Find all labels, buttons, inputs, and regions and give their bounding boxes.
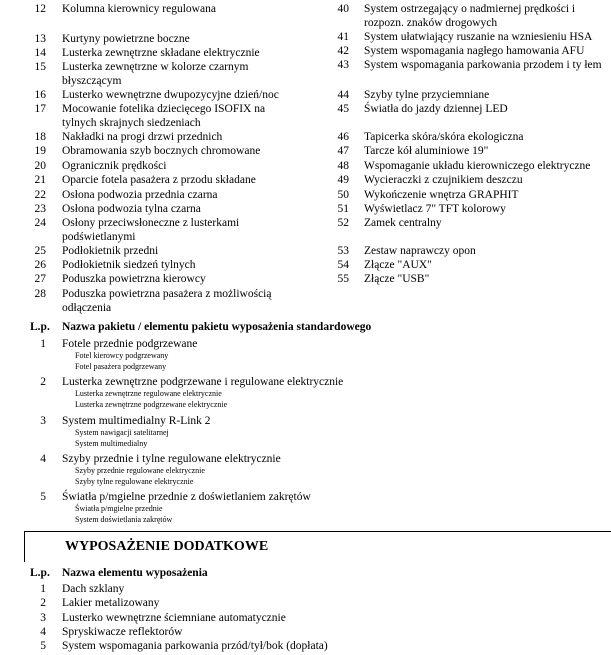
item-number: 22 xyxy=(34,189,46,201)
item-label: Szyby tylne przyciemniane xyxy=(364,89,490,101)
package-subitem: Szyby przednie regulowane elektrycznie xyxy=(75,466,205,475)
item-label: Osłony przeciwsłoneczne z lusterkami xyxy=(62,217,240,229)
lp-label: L.p. xyxy=(30,321,50,333)
package-number: 2 xyxy=(40,376,46,388)
item-label: Spryskiwacze reflektorów xyxy=(62,626,183,638)
item-number: 15 xyxy=(34,61,46,73)
section-title: WYPOSAŻENIE DODATKOWE xyxy=(65,539,269,554)
package-subitem: Szyby tylne regulowane elektrycznie xyxy=(75,477,194,486)
item-number: 12 xyxy=(34,3,46,15)
item-label: Lakier metalizowany xyxy=(62,597,160,609)
item-label: Lusterko wewnętrzne dwupozycyjne dzień/noc xyxy=(62,89,279,101)
item-label: Zamek centralny xyxy=(364,217,442,229)
item-label: Oparcie fotela pasażera z przodu składane xyxy=(62,174,256,186)
package-subitem: Fotel kierowcy podgrzewany xyxy=(75,351,169,360)
package-number: 1 xyxy=(40,338,46,350)
package-subitem: System multimedialny xyxy=(75,439,148,448)
item-number: 2 xyxy=(40,597,46,609)
item-label: Tarcze kół aluminiowe 19" xyxy=(364,145,489,157)
item-label: Wycieraczki z czujnikiem deszczu xyxy=(364,174,523,186)
item-number: 21 xyxy=(34,174,46,186)
item-number: 52 xyxy=(337,217,349,229)
item-label: Lusterko wewnętrzne ściemniane automatycznie xyxy=(62,612,286,624)
item-label: Nakładki na progi drzwi przednich xyxy=(62,131,223,143)
item-number: 17 xyxy=(34,103,46,115)
item-number: 25 xyxy=(34,245,46,257)
package-number: 4 xyxy=(40,453,46,465)
item-label: Obramowania szyb bocznych chromowane xyxy=(62,145,261,157)
item-number: 18 xyxy=(34,131,46,143)
item-number: 50 xyxy=(337,189,349,201)
item-number: 1 xyxy=(40,583,46,595)
item-label: odłączenia xyxy=(62,302,112,314)
package-subitem: Lusterka zewnętrzne podgrzewane elektrycznie xyxy=(75,400,228,409)
item-label: Lusterka zewnętrzne składane elektrycznie xyxy=(62,47,260,59)
item-number: 24 xyxy=(34,217,46,229)
item-label: System ułatwiający ruszanie na wzniesieniu HSA xyxy=(364,31,593,43)
extras-header-title: Nazwa elementu wyposażenia xyxy=(62,567,208,579)
package-title: Szyby przednie i tylne regulowane elektrycznie xyxy=(62,453,281,465)
item-number: 48 xyxy=(337,160,349,172)
item-label: Złącze "USB" xyxy=(364,273,430,285)
lp-label: L.p. xyxy=(30,567,50,579)
item-label: Tapicerka skóra/skóra ekologiczna xyxy=(364,131,524,143)
package-subitem: Fotel pasażera podgrzewany xyxy=(75,362,167,371)
item-number: 13 xyxy=(34,33,46,45)
item-label: Wspomaganie układu kierowniczego elektryczne xyxy=(364,160,591,172)
item-label: tylnych skrajnych siedzeniach xyxy=(62,117,201,129)
item-number: 26 xyxy=(34,259,46,271)
item-label: Światła do jazdy dziennej LED xyxy=(364,103,508,115)
item-label: Kolumna kierownicy regulowana xyxy=(62,3,216,15)
item-label: Osłona podwozia przednia czarna xyxy=(62,189,218,201)
item-label: Złącze "AUX" xyxy=(364,259,432,271)
item-number: 16 xyxy=(34,89,46,101)
item-label: System wspomagania parkowania przód/tył/bok (dopłata) xyxy=(62,640,328,652)
item-number: 42 xyxy=(337,45,349,57)
item-label: Wykończenie wnętrza GRAPHIT xyxy=(364,189,519,201)
item-number: 19 xyxy=(34,145,46,157)
package-number: 5 xyxy=(40,491,46,503)
package-title: System multimedialny R-Link 2 xyxy=(62,415,211,427)
package-subitem: System nawigacji satelitarnej xyxy=(75,428,169,437)
item-label: Mocowanie fotelika dziecięcego ISOFIX na xyxy=(62,103,266,115)
package-subitem: Światła p/mgielne przednie xyxy=(75,504,163,513)
item-label: błyszczącym xyxy=(62,75,122,87)
item-number: 45 xyxy=(337,103,349,115)
package-subitem: Lusterka zewnętrzne regulowane elektrycznie xyxy=(75,389,222,398)
item-label: Dach szklany xyxy=(62,583,125,595)
item-number: 27 xyxy=(34,273,46,285)
item-number: 40 xyxy=(337,3,349,15)
section-title-box xyxy=(24,531,611,562)
item-number: 44 xyxy=(337,89,349,101)
item-number: 53 xyxy=(337,245,349,257)
item-number: 46 xyxy=(337,131,349,143)
item-number: 14 xyxy=(34,47,46,59)
item-number: 5 xyxy=(40,640,46,652)
package-subitem: System doświetlania zakrętów xyxy=(75,515,173,524)
item-number: 51 xyxy=(337,203,349,215)
packages-header-title: Nazwa pakietu / elementu pakietu wyposażenia standardowego xyxy=(62,321,372,333)
item-label: Lusterka zewnętrzne w kolorze czarnym xyxy=(62,61,249,73)
item-label: podświetlanymi xyxy=(62,231,136,243)
item-label: Zestaw naprawczy opon xyxy=(364,245,476,257)
item-number: 54 xyxy=(337,259,349,271)
item-number: 3 xyxy=(40,612,46,624)
item-label: System wspomagania parkowania przodem i ty łem xyxy=(364,59,602,71)
item-label: Poduszka powietrzna pasażera z możliwością xyxy=(62,288,272,300)
package-number: 3 xyxy=(40,415,46,427)
package-title: Światła p/mgielne przednie z doświetlaniem zakrętów xyxy=(62,491,311,503)
item-number: 4 xyxy=(40,626,46,638)
item-number: 49 xyxy=(337,174,349,186)
item-label: Kurtyny powietrzne boczne xyxy=(62,33,190,45)
item-label: Podłokietnik przedni xyxy=(62,245,159,257)
item-number: 41 xyxy=(337,31,349,43)
item-number: 23 xyxy=(34,203,46,215)
item-label: System wspomagania nagłego hamowania AFU xyxy=(364,45,585,57)
item-label: Ogranicznik prędkości xyxy=(62,160,167,172)
item-number: 47 xyxy=(337,145,349,157)
item-number: 43 xyxy=(337,59,349,71)
package-title: Lusterka zewnętrzne podgrzewane i regulowane elektrycznie xyxy=(62,376,344,388)
item-label: rozpozn. znaków drogowych xyxy=(364,17,498,29)
item-label: Poduszka powietrzna kierowcy xyxy=(62,273,206,285)
item-label: Podłokietnik siedzeń tylnych xyxy=(62,259,196,271)
item-number: 20 xyxy=(34,160,46,172)
item-number: 28 xyxy=(34,288,46,300)
item-label: Wyświetlacz 7" TFT kolorowy xyxy=(364,203,506,215)
item-label: Osłona podwozia tylna czarna xyxy=(62,203,201,215)
item-label: System ostrzegający o nadmiernej prędkości i xyxy=(364,3,576,15)
package-title: Fotele przednie podgrzewane xyxy=(62,338,198,350)
item-number: 55 xyxy=(337,273,349,285)
